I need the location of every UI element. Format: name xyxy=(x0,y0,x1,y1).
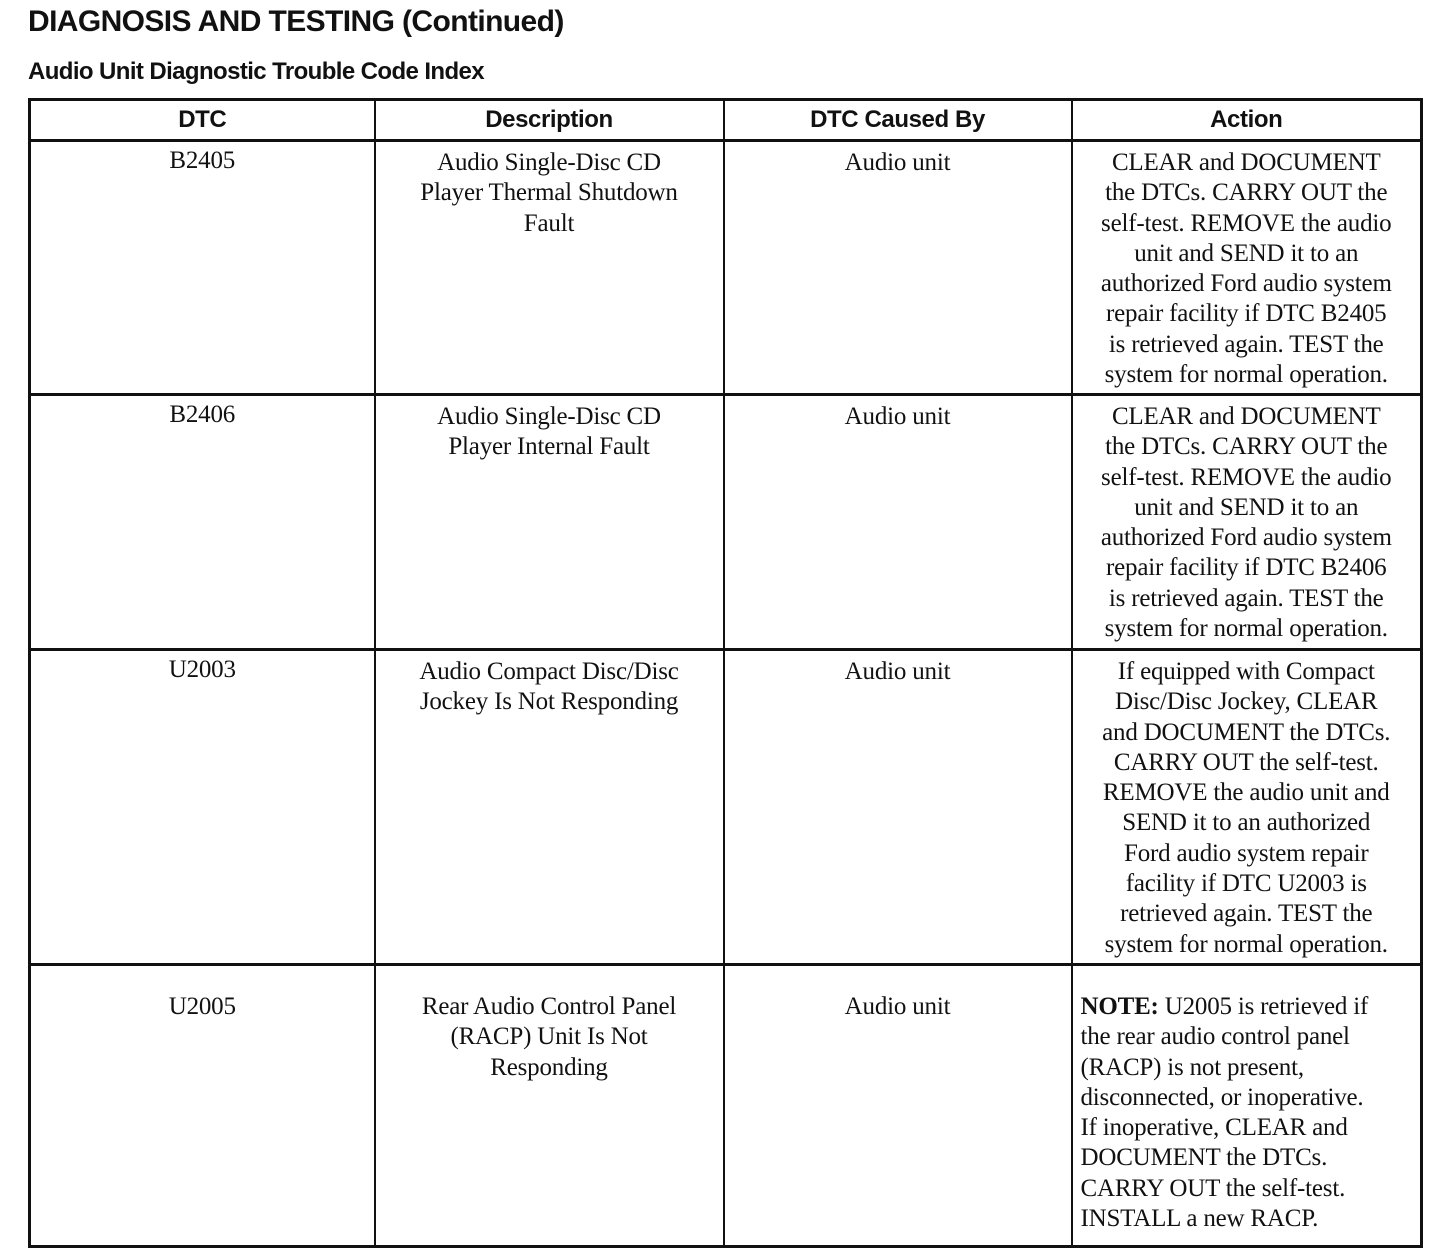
table-row xyxy=(30,395,1422,650)
caused-by-cell: Audio unit xyxy=(724,965,1072,1247)
description-cell: Audio Single-Disc CD Player Thermal Shutdown Fault xyxy=(375,141,724,395)
table-body xyxy=(30,141,1422,1247)
description-cell: Rear Audio Control Panel (RACP) Unit Is Not Responding xyxy=(375,965,724,1247)
column-header-action: Action xyxy=(1072,100,1422,141)
action-cell xyxy=(1072,965,1422,1247)
column-header-dtc: DTC xyxy=(30,100,375,141)
column-header-caused-by: DTC Caused By xyxy=(724,100,1072,141)
dtc-code-cell: B2406 xyxy=(30,395,375,650)
note-text: U2005 is retrieved if the rear audio control panel (RACP) is not present, disconnected, or inoperative. If inoperative, CLEAR and DOCUMENT the DTCs. CARRY OUT the self-test. INSTALL a new RACP. xyxy=(1080,993,1369,1233)
dtc-code-cell: B2405 xyxy=(30,141,375,395)
description-cell: Audio Single-Disc CD Player Internal Fault xyxy=(375,395,724,650)
action-cell: If equipped with Compact Disc/Disc Jockey, CLEAR and DOCUMENT the DTCs. CARRY OUT the self-test. REMOVE the audio unit and SEND it to an authorized Ford audio system repair facility if DTC U2003 is retrieved again. TEST the system for normal operation. xyxy=(1072,650,1422,965)
table-header xyxy=(30,100,1422,141)
table-row xyxy=(30,141,1422,395)
dtc-code-cell: U2005 xyxy=(30,965,375,1247)
table-row xyxy=(30,965,1422,1247)
header-row xyxy=(30,100,1422,141)
action-cell: CLEAR and DOCUMENT the DTCs. CARRY OUT the self-test. REMOVE the audio unit and SEND it to an authorized Ford audio system repair facility if DTC B2406 is retrieved again. TEST the system for normal operation. xyxy=(1072,395,1422,650)
page-title: DIAGNOSIS AND TESTING (Continued) xyxy=(28,5,564,38)
description-cell: Audio Compact Disc/Disc Jockey Is Not Responding xyxy=(375,650,724,965)
dtc-code-cell: U2003 xyxy=(30,650,375,965)
dtc-index-table xyxy=(28,98,1423,1248)
action-cell: CLEAR and DOCUMENT the DTCs. CARRY OUT the self-test. REMOVE the audio unit and SEND it to an authorized Ford audio system repair facility if DTC B2405 is retrieved again. TEST the system for normal operation. xyxy=(1072,141,1422,395)
section-title: Audio Unit Diagnostic Trouble Code Index xyxy=(28,58,485,85)
table-row xyxy=(30,650,1422,965)
caused-by-cell: Audio unit xyxy=(724,650,1072,965)
column-header-description: Description xyxy=(375,100,724,141)
note-label: NOTE: xyxy=(1080,993,1159,1020)
caused-by-cell: Audio unit xyxy=(724,141,1072,395)
caused-by-cell: Audio unit xyxy=(724,395,1072,650)
